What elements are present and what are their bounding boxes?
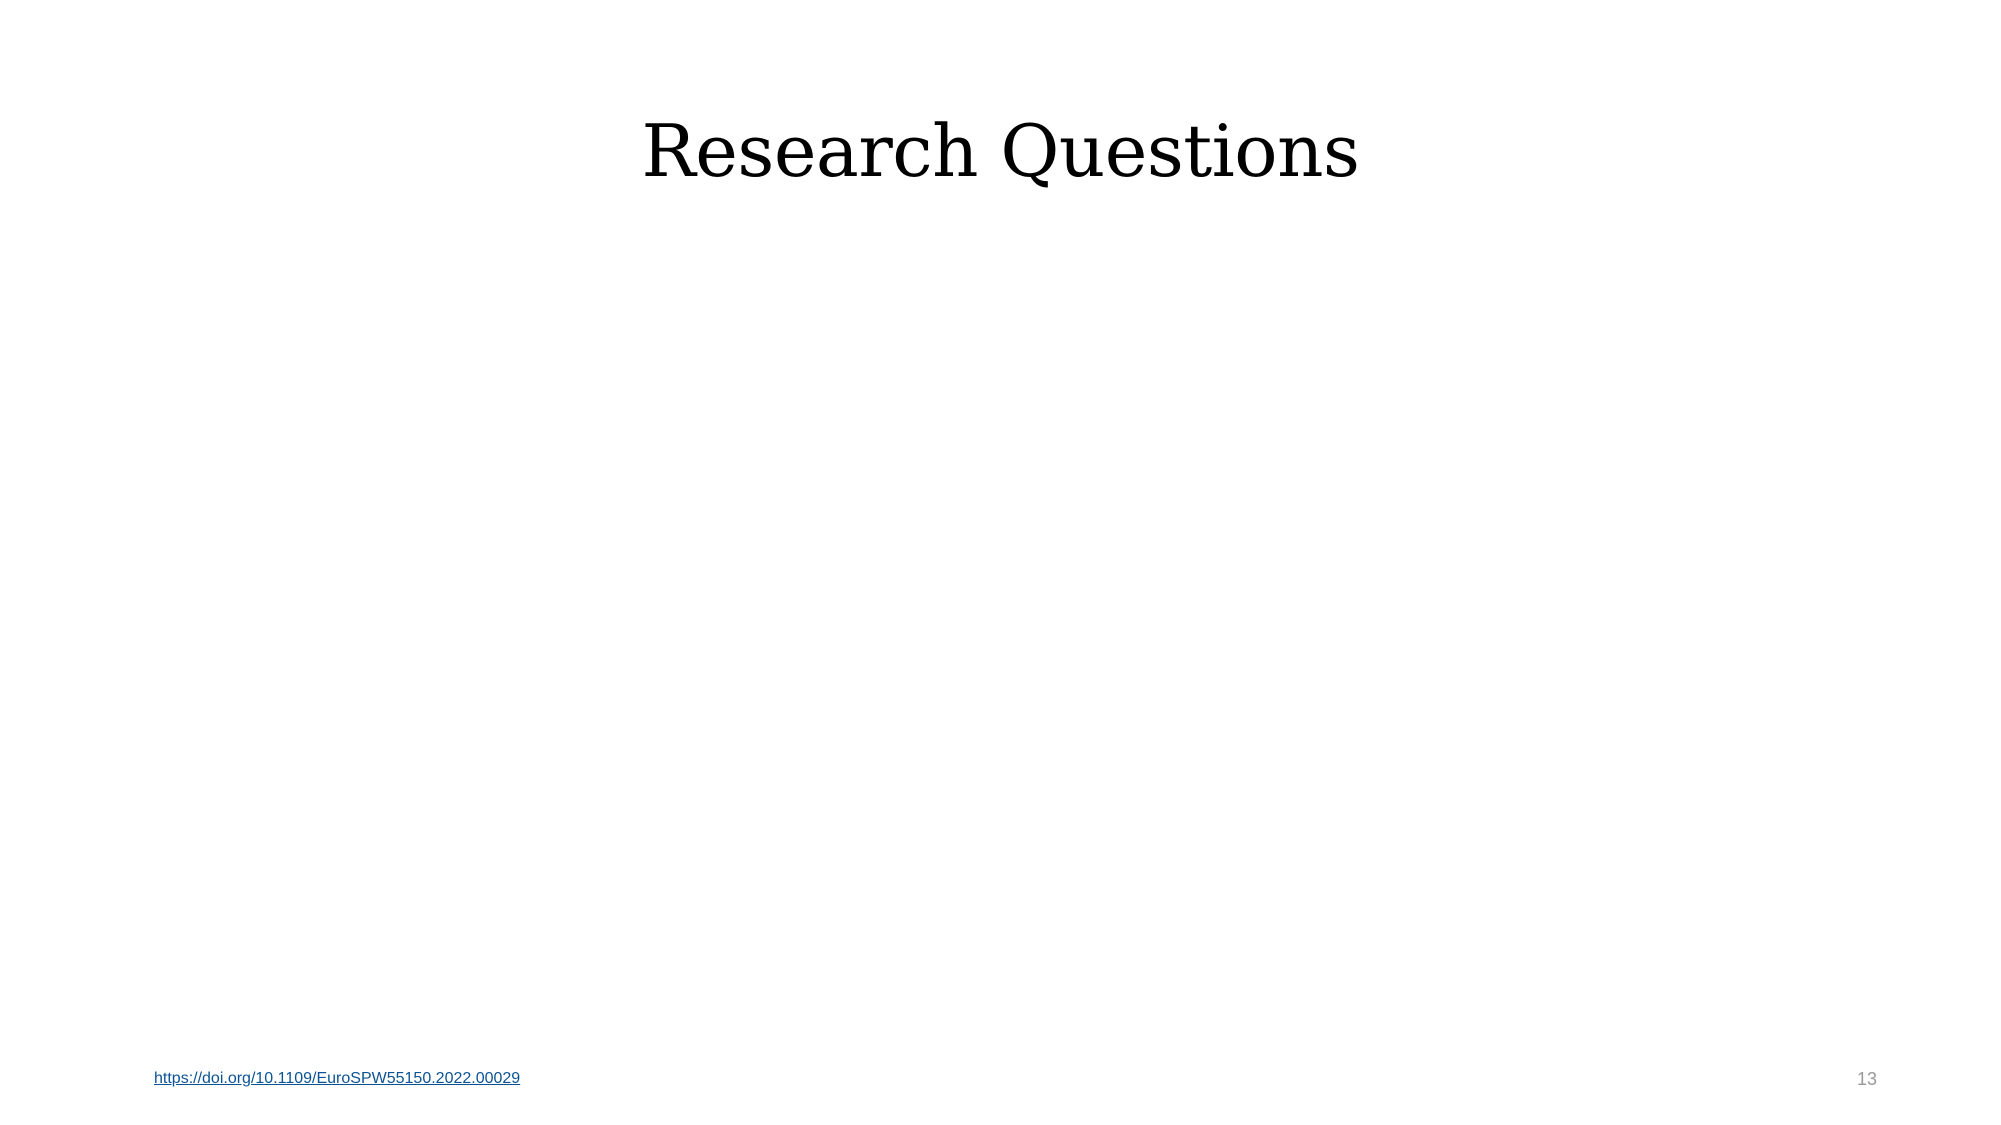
doi-link[interactable]: https://doi.org/10.1109/EuroSPW55150.2022.00029 bbox=[154, 1070, 521, 1087]
slide-body bbox=[155, 240, 1875, 1040]
slide-title: Research Questions bbox=[641, 109, 1360, 193]
page-number: 13 bbox=[1856, 1069, 1877, 1089]
